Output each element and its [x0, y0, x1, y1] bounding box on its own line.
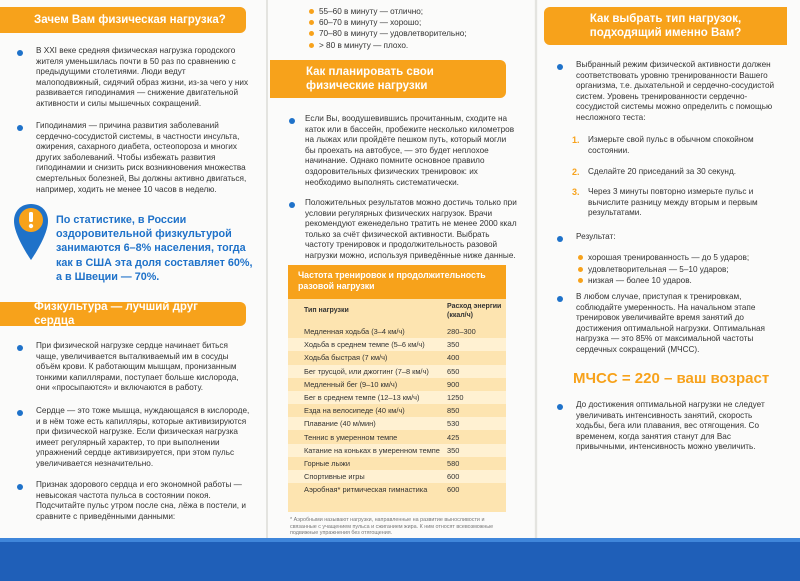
step-text: Через 3 минуты повторно измерьте пульс и вычислите разницу между вторым и первым результатами.: [588, 187, 758, 218]
list-item: 70–80 в минуту — удовлетворительно;: [309, 28, 509, 39]
energy-cell: 400: [447, 353, 460, 363]
paragraph: При физической нагрузке сердце начинает биться чаще, увеличивается выталкиваемый им в сосуды объём крови. К работающим мышцам, пронизанным тонкими капиллярами, поступает больше кислорода, они «просыпаются» и включаются в работу.: [36, 341, 239, 393]
step-text: Сделайте 20 приседаний за 30 секунд.: [588, 167, 736, 176]
activity-cell: Ходьба быстрая (7 км/ч): [304, 353, 388, 363]
section-heading: [544, 7, 787, 45]
paragraph: В любом случае, приступая к тренировкам, соблюдайте умеренность. На начальном этапе тренировок увеличивайте время занятий до достижения оптимальной нагрузки. Оптимальная нагрузка — это 85% от максимальной частоты сердечных сокращений (МЧСС).: [576, 292, 765, 354]
bullet-icon: [289, 118, 295, 124]
energy-table: [288, 265, 506, 512]
table-row: [288, 444, 506, 457]
energy-cell: 350: [447, 340, 460, 350]
energy-cell: 600: [447, 472, 460, 482]
activity-cell: Плавание (40 м/мин): [304, 419, 376, 429]
paragraph: Гиподинамия — причина развития заболеваний сердечно-сосудистой системы, в частности инсульта, ожирения, сахарного диабета, остеопороза и многих других заболеваний. Чтобы избежать развития гиподинамии и снизить риск возникновения множества смертельных болезней, Вы должны активно двигаться, например, ходить не менее 10 часов в неделю.: [36, 121, 247, 194]
list-item: удовлетворительная — 5–10 ударов;: [578, 264, 778, 276]
table-row: [288, 365, 506, 378]
heading-text: Физкультура — лучший друг сердца: [34, 301, 198, 327]
table-row: [288, 483, 506, 496]
energy-cell: 530: [447, 419, 460, 429]
step-number: 2.: [572, 167, 580, 177]
table-row: [288, 404, 506, 417]
table-row: [288, 457, 506, 470]
activity-cell: Бег в среднем темпе (12–13 км/ч): [304, 393, 420, 402]
bullet-icon: [289, 202, 295, 208]
energy-cell: 900: [447, 379, 460, 389]
paragraph: Если Вы, воодушевившись прочитанным, сходите на каток или в бассейн, пробежите несколько километров на лыжах или пройдёте пешком путь, который могли бы проехать на автобусе, — это будет неплохое начинание. Однако помните основное правило оздоровительных физических тренировок: их необходимо выполнять систематически.: [305, 114, 515, 187]
step-number: 3.: [572, 187, 580, 197]
footer-bar: [0, 538, 800, 581]
table-title: Частота тренировок и продолжительность разовой нагрузки: [288, 265, 506, 299]
bullet-icon: [17, 484, 23, 490]
table-row: [288, 470, 506, 483]
bullet-icon: [557, 236, 563, 242]
column-header: Тип нагрузки: [304, 307, 349, 314]
activity-cell: Медленная ходьба (3–4 км/ч): [304, 327, 405, 336]
column-header: Расход энергии (ккал/ч): [447, 303, 502, 319]
activity-cell: Бег трусцой, или джоггинг (7–8 км/ч): [304, 366, 429, 376]
table-row: [288, 325, 506, 338]
bullet-icon: [17, 410, 23, 416]
test-step: [572, 187, 778, 219]
bullet-icon: [17, 125, 23, 131]
section-heading: [0, 302, 246, 326]
activity-cell: Ходьба в среднем темпе (5–6 км/ч): [304, 340, 425, 350]
energy-cell: 650: [447, 366, 460, 376]
energy-cell: 580: [447, 459, 460, 468]
list-item: 55–60 в минуту — отлично;: [309, 6, 509, 17]
paragraph: Сердце — это тоже мышца, нуждающаяся в кислороде, и в нём тоже есть капилляры, которые активизируются при физической нагрузке. Если физическая нагрузка имеет регулярный характер, то при выполнении упражнений сердце активизируется, при этом пульс увеличивается незначительно.: [36, 406, 250, 468]
activity-cell: Спортивные игры: [304, 472, 365, 482]
list-item: 60–70 в минуту — хорошо;: [309, 17, 509, 28]
test-step: [572, 167, 778, 178]
activity-cell: Аэробная* ритмическая гимнастика: [304, 485, 428, 495]
paragraph: Признак здорового сердца и его экономной работы — невысокая частота пульса в состоянии покоя. Подсчитайте пульс утром после сна, лёжа в постели, и сравните с приведёнными данными:: [36, 480, 246, 521]
footer-stripe: [0, 538, 800, 542]
heading-text: Как планировать свои физические нагрузки: [306, 66, 434, 92]
fold-line: [535, 0, 537, 581]
activity-cell: Горные лыжи: [304, 459, 350, 468]
energy-cell: 350: [447, 445, 460, 455]
section-heading: [0, 7, 246, 33]
paragraph: В XXI веке средняя физическая нагрузка городского жителя уменьшилась почти в 50 раз по сравнению с предыдущими столетиями. Люди ведут малоподвижный, сидячий образ жизни, из-за чего у них развивается гиподинамия — снижение двигательной активности и силы мышечных сокращений.: [36, 46, 249, 108]
result-label: Результат:: [576, 232, 616, 241]
energy-cell: 280–300: [447, 327, 476, 336]
test-step: [572, 135, 778, 156]
result-list: [578, 252, 778, 287]
table-row: [288, 338, 506, 351]
activity-cell: Теннис в умеренном темпе: [304, 432, 398, 442]
list-item: хорошая тренированность — до 5 ударов;: [578, 252, 778, 264]
section-heading: [270, 60, 506, 98]
table-header-row: [288, 301, 506, 323]
list-item: низкая — более 10 ударов.: [578, 275, 778, 287]
bullet-icon: [557, 404, 563, 410]
paragraph: Выбранный режим физической активности должен соответствовать уровню тренированности Вашего организма, т.е. дыхательной и сердечно-сосудистой систем. Уровень тренированности сердечно-сосудистой системы можно определить с помощью несложного теста:: [576, 60, 775, 122]
paragraph: Положительных результатов можно достичь только при условии регулярных физических нагрузок. Врачи рекомендуют еженедельно тратить не менее 2000 ккал только за счёт физической активности. Выбрать частоту тренировок и продолжительность разовой нагрузки можно, используя приведённые ниже данные.: [305, 198, 517, 260]
table-row: [288, 391, 506, 404]
pulse-list: [309, 6, 509, 51]
activity-cell: Катание на коньках в умеренном темпе: [304, 445, 440, 455]
fold-line: [266, 0, 268, 581]
activity-cell: Езда на велосипеде (40 км/ч): [304, 406, 405, 416]
table-row: [288, 431, 506, 444]
energy-cell: 1250: [447, 393, 464, 402]
list-item: > 80 в минуту — плохо.: [309, 40, 509, 51]
energy-cell: 425: [447, 432, 460, 442]
step-number: 1.: [572, 135, 580, 145]
table-row: [288, 351, 506, 364]
bullet-icon: [557, 296, 563, 302]
table-row: [288, 417, 506, 430]
bullet-icon: [557, 64, 563, 70]
bullet-icon: [17, 345, 23, 351]
footnote: * Аэробными называют нагрузки, направленные на развитие выносливости и связанные с учащением пульса и сжиганием жира. К ним относят всевозможные подвижные упражнения без отягощения.: [290, 517, 494, 536]
table-row: [288, 378, 506, 391]
heading-text: Как выбрать тип нагрузок, подходящий именно Вам?: [589, 13, 742, 39]
heading-text: Зачем Вам физическая нагрузка?: [34, 14, 226, 26]
energy-cell: 600: [447, 485, 460, 495]
step-text: Измерьте свой пульс в обычном спокойном состоянии.: [588, 135, 754, 155]
bullet-icon: [17, 50, 23, 56]
paragraph: До достижения оптимальной нагрузки не следует увеличивать интенсивность занятий, скорость ходьбы, бега или плавания, вес отягощения. Со временем, когда занятия станут для Вас привычными, интенсивность можно увеличить.: [576, 400, 765, 452]
mhss-formula: МЧСС = 220 – ваш возраст: [573, 370, 770, 387]
activity-cell: Медленный бег (9–10 км/ч): [304, 379, 398, 389]
exclamation-pin-icon: [12, 202, 50, 262]
energy-cell: 850: [447, 406, 460, 416]
statistics-callout: По статистике, в России оздоровительной физкультурой занимаются 6–8% населения, тогда как в США эта доля составляет 60%, а в Швеции — 70%.: [56, 214, 253, 283]
